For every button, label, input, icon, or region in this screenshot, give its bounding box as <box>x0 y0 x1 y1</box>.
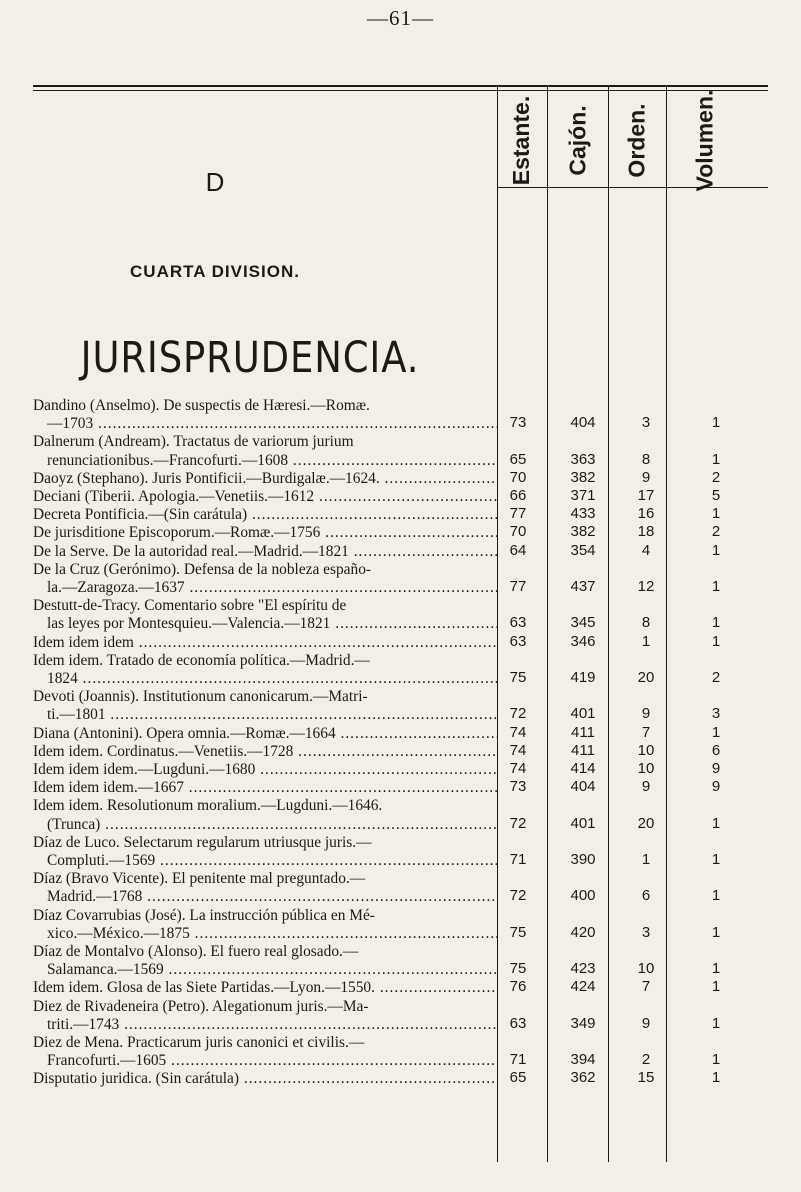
entry-orden: 16 <box>637 505 655 523</box>
entry-line: 1824 ..... <box>33 670 497 688</box>
entry-line: la.—Zaragoza.—1637 ..... <box>33 579 497 597</box>
entry-estante: 71 <box>509 1051 527 1069</box>
entry-line: Decreta Pontificia.—(Sin carátula) ..... <box>33 506 497 524</box>
entry-orden: 20 <box>637 668 655 686</box>
entry-volumen: 1 <box>711 450 721 468</box>
entry-orden: 9 <box>641 778 651 796</box>
entry-estante: 70 <box>509 468 527 486</box>
entry-cajon: 349 <box>570 1014 596 1032</box>
entry-estante: 63 <box>509 614 527 632</box>
entry-line: De jurisditione Episcoporum.—Romæ.—1756 ..... <box>33 524 497 542</box>
entry-orden: 10 <box>637 741 655 759</box>
page-number: —61— <box>367 6 434 30</box>
entry-estante: 72 <box>509 705 527 723</box>
top-rule-thin <box>33 90 768 91</box>
entry-text <box>33 634 497 652</box>
entry-line: Díaz (Bravo Vicente). El penitente mal preguntado.— <box>33 870 366 888</box>
entry-orden: 2 <box>641 1051 651 1069</box>
entry-line: —1703 ..... <box>33 415 497 433</box>
entry-text <box>33 743 497 761</box>
entry-line: triti.—1743 ..... <box>33 1016 497 1034</box>
entry-orden: 8 <box>641 450 651 468</box>
entry-estante: 63 <box>509 1014 527 1032</box>
entry-text <box>33 779 497 797</box>
entry-orden: 12 <box>637 577 655 595</box>
entry-text <box>33 543 497 561</box>
entry-cajon: 423 <box>570 960 596 978</box>
entry-volumen: 1 <box>711 960 721 978</box>
entry-text <box>33 688 497 724</box>
entry-cajon: 345 <box>570 614 596 632</box>
entry-volumen: 1 <box>711 850 721 868</box>
entry-orden: 7 <box>641 723 651 741</box>
entry-line: Diez de Rivadeneira (Petro). Alegationum juris.—Ma- <box>33 997 369 1015</box>
column-header-orden <box>612 95 662 185</box>
column-header-cajon-label: Cajón. <box>564 104 591 176</box>
entry-volumen: 6 <box>711 741 721 759</box>
entry-text <box>33 433 497 469</box>
entry-line: ti.—1801 ..... <box>33 706 497 724</box>
column-header-orden-label: Orden. <box>623 102 650 178</box>
entry-line: renunciationibus.—Francofurti.—1608 ..... <box>33 452 497 470</box>
entry-line: De la Serve. De la autoridad real.—Madrid.—1821 ..... <box>33 543 497 561</box>
entry-orden: 20 <box>637 814 655 832</box>
entry-volumen: 1 <box>711 1069 721 1087</box>
division-heading: CUARTA DIVISION. <box>130 262 300 281</box>
entry-cajon: 401 <box>570 814 596 832</box>
entry-cajon: 404 <box>570 414 596 432</box>
entry-text <box>33 1070 497 1088</box>
entry-cajon: 363 <box>570 450 596 468</box>
entry-estante: 74 <box>509 760 527 777</box>
entry-orden: 3 <box>641 923 651 941</box>
entry-cajon: 371 <box>570 487 596 504</box>
entry-cajon: 401 <box>570 705 596 723</box>
entry-line: Idem idem. Tratado de economía política.—Madrid.— <box>33 651 370 669</box>
entry-orden: 10 <box>637 760 655 777</box>
column-header-volumen-label: Volumen. <box>691 89 718 191</box>
entry-text <box>33 561 497 597</box>
entry-orden: 15 <box>637 1069 655 1087</box>
entry-estante: 65 <box>509 1069 527 1087</box>
entry-cajon: 382 <box>570 468 596 486</box>
entry-text <box>33 761 497 779</box>
entry-text <box>33 943 497 979</box>
entry-cajon: 420 <box>570 923 596 941</box>
entry-text <box>33 1034 497 1070</box>
entry-estante: 76 <box>509 978 527 996</box>
entry-line: Disputatio juridica. (Sin carátula) ..... <box>33 1070 497 1088</box>
column-divider-estante <box>547 87 548 1162</box>
entry-text <box>33 470 497 488</box>
entry-cajon: 390 <box>570 850 596 868</box>
entry-cajon: 404 <box>570 778 596 796</box>
entry-line: (Trunca) ..... <box>33 816 497 834</box>
entry-cajon: 394 <box>570 1051 596 1069</box>
entry-text <box>33 797 497 833</box>
entry-estante: 73 <box>509 414 527 432</box>
entry-line: Dandino (Anselmo). De suspectis de Hæresi.—Romæ. <box>33 397 370 414</box>
entry-cajon: 411 <box>571 723 595 741</box>
entry-text <box>33 597 497 633</box>
entry-volumen: 1 <box>711 505 721 523</box>
entry-text <box>33 998 497 1034</box>
entry-line: Diez de Mena. Practicarum juris canonici et civilis.— <box>33 1034 365 1051</box>
entry-orden: 18 <box>637 523 655 541</box>
entry-orden: 9 <box>641 705 651 723</box>
entry-estante: 73 <box>509 778 527 796</box>
entry-volumen: 5 <box>711 487 721 504</box>
entry-volumen: 1 <box>711 814 721 832</box>
entry-estante: 72 <box>509 887 527 905</box>
entry-text <box>33 725 497 743</box>
entry-line: Madrid.—1768 ..... <box>33 888 497 906</box>
entry-cajon: 437 <box>570 577 596 595</box>
entry-volumen: 1 <box>711 614 721 632</box>
entry-orden: 10 <box>637 960 655 978</box>
entry-text <box>33 506 497 524</box>
entry-text <box>33 524 497 542</box>
entry-volumen: 9 <box>711 778 721 796</box>
entry-volumen: 1 <box>711 414 721 432</box>
entry-line: Deciani (Tiberii. Apologia.—Venetiis.—1612 ..... <box>33 488 497 506</box>
entry-orden: 9 <box>641 468 651 486</box>
entry-cajon: 419 <box>570 668 596 686</box>
page-title: JURISPRUDENCIA. <box>80 333 420 383</box>
entry-line: Salamanca.—1569 ..... <box>33 961 497 979</box>
entry-estante: 74 <box>509 723 527 741</box>
entry-cajon: 362 <box>570 1069 596 1087</box>
entry-orden: 17 <box>637 487 655 504</box>
entry-volumen: 1 <box>711 1051 721 1069</box>
entry-line: Idem idem. Cordinatus.—Venetiis.—1728 ..... <box>33 743 497 761</box>
entry-text <box>33 907 497 943</box>
entry-text <box>33 979 497 997</box>
entry-cajon: 400 <box>570 887 596 905</box>
entry-volumen: 1 <box>711 632 721 650</box>
entry-cajon: 414 <box>570 760 596 777</box>
entry-volumen: 1 <box>711 577 721 595</box>
column-header-cajon <box>553 95 603 185</box>
entry-estante: 75 <box>509 923 527 941</box>
entry-orden: 3 <box>641 414 651 432</box>
entry-line: Daoyz (Stephano). Juris Pontificii.—Burdigalæ.—1624. ..... <box>33 470 497 488</box>
entry-estante: 70 <box>509 523 527 541</box>
entry-estante: 63 <box>509 632 527 650</box>
entry-line: Idem idem. Resolutionum moralium.—Lugduni.—1646. <box>33 797 383 815</box>
entry-cajon: 424 <box>570 978 596 996</box>
entry-cajon: 382 <box>570 523 596 541</box>
entry-text <box>33 488 497 506</box>
entry-estante: 77 <box>509 505 527 523</box>
entry-cajon: 346 <box>570 632 596 650</box>
entry-estante: 71 <box>509 850 527 868</box>
entry-orden: 6 <box>641 887 651 905</box>
top-rule <box>33 85 768 87</box>
entry-volumen: 1 <box>711 723 721 741</box>
entry-text <box>33 834 497 870</box>
column-header-volumen <box>680 89 730 191</box>
entry-line: Díaz de Luco. Selectarum regularum utriusque juris.— <box>33 833 372 851</box>
entry-line: Destutt-de-Tracy. Comentario sobre "El espíritu de <box>33 597 347 615</box>
entry-estante: 75 <box>509 960 527 978</box>
entry-estante: 64 <box>509 541 527 559</box>
entry-line: Idem idem. Glosa de las Siete Partidas.—Lyon.—1550. ..... <box>33 979 497 997</box>
entry-orden: 8 <box>641 614 651 632</box>
entry-estante: 77 <box>509 577 527 595</box>
entry-line: Díaz de Montalvo (Alonso). El fuero real glosado.— <box>33 943 359 960</box>
entry-volumen: 1 <box>711 541 721 559</box>
entry-estante: 75 <box>509 668 527 686</box>
entry-estante: 74 <box>509 741 527 759</box>
entry-estante: 65 <box>509 450 527 468</box>
entry-volumen: 2 <box>711 668 721 686</box>
entry-orden: 7 <box>641 978 651 996</box>
entry-volumen: 1 <box>711 923 721 941</box>
entry-line: Idem idem idem.—Lugduni.—1680 ..... <box>33 761 497 779</box>
header-underline <box>497 187 768 188</box>
entry-orden: 4 <box>641 541 651 559</box>
entry-line: xico.—México.—1875 ..... <box>33 925 497 943</box>
column-header-estante-label: Estante. <box>508 95 535 185</box>
entry-volumen: 1 <box>711 887 721 905</box>
entry-line: Díaz Covarrubias (José). La instrucción pública en Mé- <box>33 906 375 924</box>
entry-volumen: 2 <box>711 468 721 486</box>
entry-estante: 66 <box>509 487 527 504</box>
entry-line: De la Cruz (Gerónimo). Defensa de la nobleza españo- <box>33 560 372 578</box>
entry-text <box>33 870 497 906</box>
column-divider-cajon <box>608 87 609 1162</box>
entry-line: Compluti.—1569 ..... <box>33 852 497 870</box>
entry-line: Dalnerum (Andream). Tractatus de variorum jurium <box>33 433 354 451</box>
entry-cajon: 411 <box>571 741 595 759</box>
entry-orden: 9 <box>641 1014 651 1032</box>
entry-orden: 1 <box>641 850 651 868</box>
entry-cajon: 433 <box>570 505 596 523</box>
entry-line: Francofurti.—1605 ..... <box>33 1052 497 1070</box>
entry-text <box>33 397 497 433</box>
entry-text <box>33 652 497 688</box>
entry-cajon: 354 <box>570 541 596 559</box>
entry-line: Idem idem idem ..... <box>33 634 497 652</box>
entry-line: las leyes por Montesquieu.—Valencia.—1821 ..... <box>33 615 497 633</box>
entry-volumen: 1 <box>711 978 721 996</box>
entry-line: Devoti (Joannis). Institutionum canonicarum.—Matri- <box>33 688 368 706</box>
entry-volumen: 2 <box>711 523 721 541</box>
entry-line: Diana (Antonini). Opera omnia.—Romæ.—1664 ..... <box>33 725 497 743</box>
entry-volumen: 3 <box>711 705 721 723</box>
entry-volumen: 9 <box>711 760 721 777</box>
section-letter: D <box>205 167 225 197</box>
entry-estante: 72 <box>509 814 527 832</box>
entry-volumen: 1 <box>711 1014 721 1032</box>
column-header-estante <box>497 95 547 185</box>
entry-orden: 1 <box>641 632 651 650</box>
entry-line: Idem idem idem.—1667 ..... <box>33 779 497 797</box>
